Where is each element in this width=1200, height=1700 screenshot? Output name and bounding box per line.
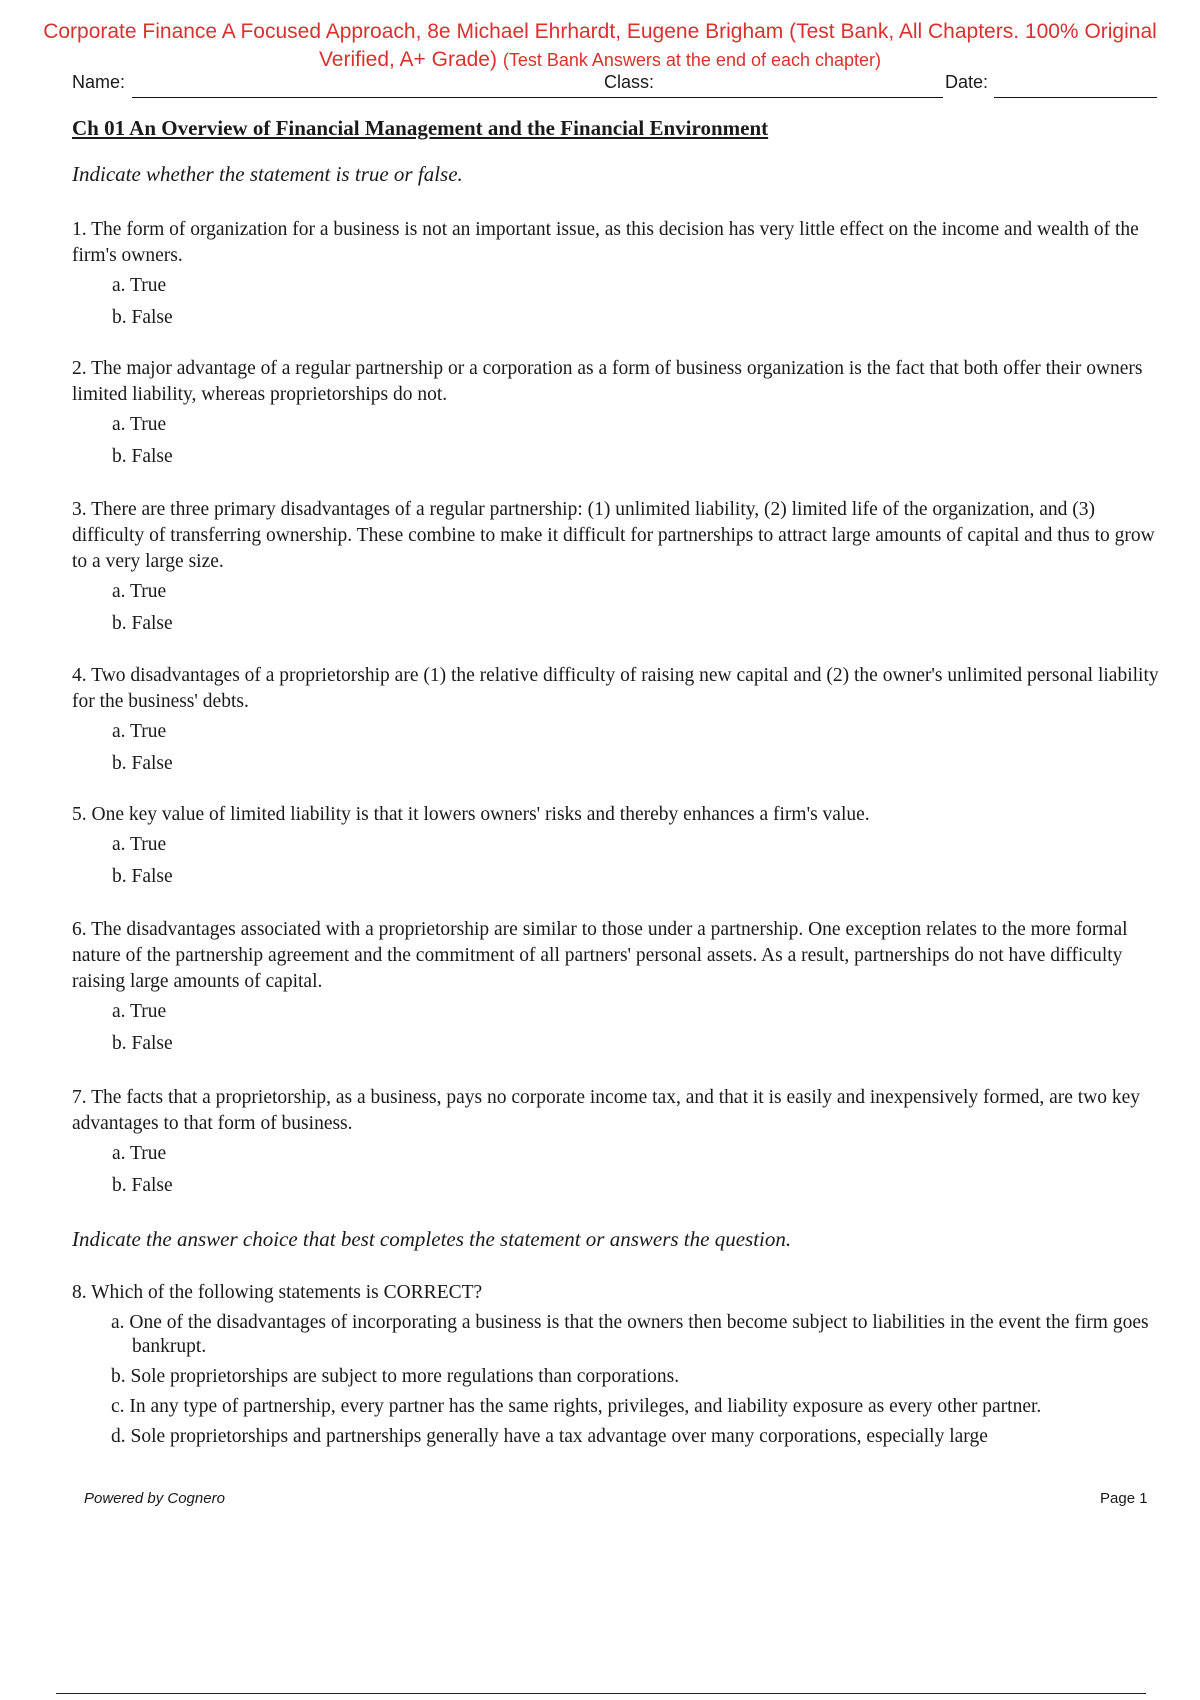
name-label: Name: xyxy=(72,72,126,92)
option-false[interactable]: b. False xyxy=(112,1175,173,1196)
instructions-true-false: Indicate whether the statement is true or false. xyxy=(72,162,463,186)
option-true[interactable]: a. True xyxy=(112,1001,167,1022)
question-4 xyxy=(72,663,1162,777)
option-false[interactable]: b. False xyxy=(112,307,173,328)
question-5 xyxy=(72,802,1162,890)
date-blank[interactable] xyxy=(994,97,1157,98)
option-b[interactable]: b. Sole proprietorships are subject to more regulations than corporations. xyxy=(111,1366,680,1387)
question-8 xyxy=(72,1280,1162,1449)
banner-answers-note: (Test Bank Answers at the end of each chapter) xyxy=(502,50,882,70)
document-banner xyxy=(0,18,1200,74)
option-false[interactable]: b. False xyxy=(112,866,173,887)
option-true[interactable]: a. True xyxy=(112,1143,167,1164)
option-false[interactable]: b. False xyxy=(112,446,173,467)
option-true[interactable]: a. True xyxy=(112,834,167,855)
question-6 xyxy=(72,917,1162,1057)
class-blank[interactable] xyxy=(656,97,943,98)
class-label: Class: xyxy=(604,72,655,92)
page-number: Page 1 xyxy=(1100,1490,1148,1507)
chapter-title: Ch 01 An Overview of Financial Management and the Financial Environment xyxy=(72,116,769,140)
option-list xyxy=(72,1311,1162,1449)
option-true[interactable]: a. True xyxy=(112,721,167,742)
option-true[interactable]: a. True xyxy=(112,414,167,435)
option-list xyxy=(72,719,1162,777)
option-false[interactable]: b. False xyxy=(112,1033,173,1054)
name-blank[interactable] xyxy=(132,97,669,98)
question-stem: 5. One key value of limited liability is that it lowers owners' risks and thereby enhances a firm's value. xyxy=(72,804,870,825)
option-false[interactable]: b. False xyxy=(112,613,173,634)
option-list xyxy=(72,999,1162,1057)
option-true[interactable]: a. True xyxy=(112,581,167,602)
date-label: Date: xyxy=(945,72,989,92)
question-stem: 1. The form of organization for a business is not an important issue, as this decision has very little effect on the income and wealth of the firm's owners. xyxy=(72,219,1139,266)
option-false[interactable]: b. False xyxy=(112,753,173,774)
student-info-line xyxy=(72,72,1157,100)
banner-grade: Verified, A+ Grade) xyxy=(318,48,497,71)
option-c[interactable]: c. In any type of partnership, every partner has the same rights, privileges, and liability exposure as every other partner. xyxy=(111,1396,1042,1417)
banner-subtitle xyxy=(0,46,1200,74)
option-list xyxy=(72,579,1162,637)
bottom-divider xyxy=(56,1693,1146,1694)
question-stem: 2. The major advantage of a regular partnership or a corporation as a form of business organization is the fact that both offer their owners limited liability, whereas proprietorships do not. xyxy=(72,358,1143,405)
option-list xyxy=(72,412,1162,470)
question-stem: 4. Two disadvantages of a proprietorship are (1) the relative difficulty of raising new capital and (2) the owner's unlimited personal liability for the business' debts. xyxy=(72,665,1159,712)
option-d[interactable]: d. Sole proprietorships and partnerships generally have a tax advantage over many corporations, especially large xyxy=(111,1426,988,1447)
option-true[interactable]: a. True xyxy=(112,275,167,296)
powered-by-footer: Powered by Cognero xyxy=(84,1490,225,1507)
banner-title: Corporate Finance A Focused Approach, 8e Michael Ehrhardt, Eugene Brigham (Test Bank, All Chapters. 100% Original xyxy=(43,20,1157,43)
option-a[interactable]: a. One of the disadvantages of incorporating a business is that the owners then become subject to liabilities in the event the firm goes bankrupt. xyxy=(111,1312,1149,1357)
option-list xyxy=(72,832,1162,890)
option-list xyxy=(72,1141,1162,1199)
question-stem: 6. The disadvantages associated with a proprietorship are similar to those under a partnership. One exception relates to the more formal nature of the partnership agreement and the commitment of all partners' personal assets. As a result, partnerships do not have difficulty raising large amounts of capital. xyxy=(72,919,1128,992)
question-stem: 3. There are three primary disadvantages of a regular partnership: (1) unlimited liability, (2) limited life of the organization, and (3) difficulty of transferring ownership. These combine to make it difficult for partnerships to attract large amounts of capital and thus to grow to a very large size. xyxy=(72,499,1155,572)
question-2 xyxy=(72,356,1162,470)
question-stem: 8. Which of the following statements is CORRECT? xyxy=(72,1282,483,1303)
instructions-multiple-choice: Indicate the answer choice that best completes the statement or answers the question. xyxy=(72,1227,792,1251)
question-3 xyxy=(72,497,1162,637)
question-1 xyxy=(72,217,1162,331)
question-stem: 7. The facts that a proprietorship, as a business, pays no corporate income tax, and that it is easily and inexpensively formed, are two key advantages to that form of business. xyxy=(72,1087,1141,1134)
question-7 xyxy=(72,1085,1162,1199)
option-list xyxy=(72,273,1162,331)
